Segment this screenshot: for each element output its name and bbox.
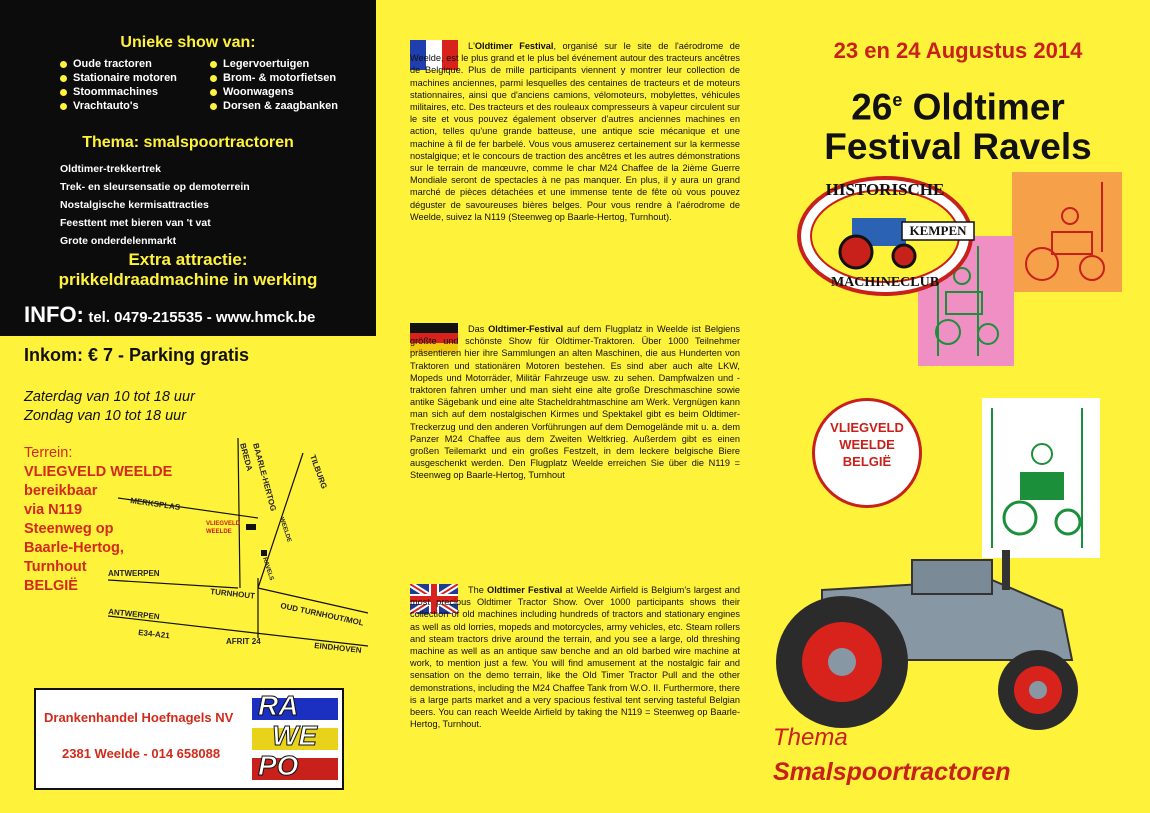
map-label: ANTWERPEN bbox=[108, 569, 160, 578]
map-label: ANTWERPEN bbox=[108, 607, 161, 622]
info-line bbox=[24, 302, 315, 328]
map-label: OUD TURNHOUT/MOL bbox=[279, 601, 365, 628]
extra-attraction-text: prikkeldraadmachine in werking bbox=[58, 270, 318, 289]
list-item: Stationaire motoren bbox=[60, 72, 210, 84]
terrain-line: bereikbaar bbox=[24, 483, 98, 499]
list-item: Woonwagens bbox=[210, 86, 360, 98]
list-item: Oude tractoren bbox=[60, 58, 210, 70]
extra-attraction-title: Extra attractie: bbox=[128, 250, 248, 269]
logo-text: WE bbox=[272, 720, 318, 751]
list-item: Oldtimer-trekkertrek bbox=[60, 163, 161, 175]
show-items-list bbox=[60, 58, 360, 112]
theme-items-list bbox=[60, 160, 250, 250]
bullet-icon bbox=[60, 75, 67, 82]
map-label: VLIEGVELD bbox=[206, 521, 241, 527]
sponsor-address: 2381 Weelde - 014 658088 bbox=[62, 746, 221, 761]
tractor-icon bbox=[1012, 172, 1122, 292]
list-item: Feesttent met bieren van 't vat bbox=[60, 217, 211, 229]
bullet-icon bbox=[210, 75, 217, 82]
terrain-line: Steenweg op bbox=[24, 521, 114, 537]
list-item: Nostalgische kermisattracties bbox=[60, 199, 209, 211]
bullet-icon bbox=[210, 103, 217, 110]
entry-price: Inkom: € 7 - Parking gratis bbox=[24, 345, 250, 365]
terrain-line: Turnhout bbox=[24, 559, 87, 575]
event-title bbox=[780, 80, 1136, 167]
terrain-line: via N119 bbox=[24, 502, 83, 518]
club-logo bbox=[794, 170, 976, 300]
german-text: Das Oldtimer-Festival auf dem Flugplatz in Weelde ist Belgiens größte und schönste Show für Oldtimer-Traktoren. Über 1000 Teilnehmer präsentieren hier ihre Sammlungen an alten Maschinen, die aus Hunderten von Traktoren und stationären Motoren bestehen. Es sind aber auch alte LKW, Mopeds und Motorräder, Militär Fahrzeuge usw. zu sehen. Dampfwalzen und -traktoren fahren umher und man sieht eine alte große Dreschmaschine sowie antike Sägebank und eine alte Stacheldrahtmaschine am Werk. Vergnügen kann man sich auf dem nostalgischen Kirmes und Spektakel gibt es beim Oldtimer-Treckerzug und den anderen Vorführungen auf dem Demogelände mit u. a. dem Panzer M24 Chaffee aus dem Zweiten Weltkrieg. Außerdem gibt es einen großen Teilemarkt und ein großes Festzelt, in dem leckere belgische Biere ausgeschenkt werden. Den Flugplatz Weelde erreichen Sie über die N119 = Steenweg op Baarle-Hertog, Turnhout bbox=[410, 324, 740, 481]
bullet-icon bbox=[210, 89, 217, 96]
theme-title: Thema: smalspoortractoren bbox=[82, 134, 294, 151]
tractor-tile-orange bbox=[1012, 172, 1122, 292]
tractor-illustration bbox=[762, 540, 1122, 735]
list-item: Grote onderdelenmarkt bbox=[60, 235, 177, 247]
list-item: Legervoertuigen bbox=[210, 58, 360, 70]
club-logo-text: HISTORISCHE bbox=[825, 180, 945, 199]
map-label: E34-A21 bbox=[137, 628, 171, 641]
map-label: MERKSPLAS bbox=[129, 496, 181, 512]
thema-label: Thema bbox=[773, 724, 848, 751]
badge-line: VLIEGVELD bbox=[830, 420, 904, 435]
list-item: Dorsen & zaagbanken bbox=[210, 100, 360, 112]
map-label: WEELDE bbox=[278, 516, 292, 544]
bullet-icon bbox=[60, 89, 67, 96]
rawepo-logo bbox=[252, 690, 338, 782]
hours-saturday: Zaterdag van 10 tot 18 uur bbox=[24, 389, 195, 405]
terrain-line: BELGIË bbox=[24, 578, 78, 594]
map-label: EINDHOVEN bbox=[313, 641, 363, 655]
route-map bbox=[108, 438, 378, 658]
list-item: Brom- & motorfietsen bbox=[210, 72, 360, 84]
hours-sunday: Zondag van 10 tot 18 uur bbox=[24, 408, 187, 424]
list-item: Vrachtauto's bbox=[60, 100, 210, 112]
title-line1: Oldtimer bbox=[902, 86, 1065, 128]
bullet-icon bbox=[60, 61, 67, 68]
opening-hours bbox=[24, 388, 195, 426]
thema-value: Smalspoortractoren bbox=[773, 758, 1011, 786]
location-badge bbox=[812, 398, 922, 508]
map-label: AFRIT 24 bbox=[226, 637, 261, 646]
terrain-line: Baarle-Hertog, bbox=[24, 540, 124, 556]
ravels-marker bbox=[261, 550, 267, 556]
edition-suffix: e bbox=[892, 90, 903, 110]
bullet-icon bbox=[210, 61, 217, 68]
map-label: BAARLE-HERTOG bbox=[251, 442, 278, 513]
bullet-icon bbox=[60, 103, 67, 110]
english-text: The Oldtimer Festival at Weelde Airfield is Belgium's largest and most precious Oldtimer Tractor Show. Over 1000 participants shows their collection of old machines including hundreds of tractors and stationary engines as well as old lorries, mopeds and motorcycles, army vehicles, etc. Steam rollers and steam tractors drive around the terrain, and you see a large, old threshing machine as well as an antique saw benche and an old barbed wire machine at work, to mention just a few. You will find amusement at the nostalgic fair and sensation on the demo terrain, like the Old Timer Tractor Pull and the other demonstrations, including the M24 Chaffee Tank from W.O. II. Furthermore, there is a large parts market and a very spacious festival tent serving tasteful Belgian beers. You can reach Weelde Airfield by taking the N119 = Steenweg op Baarle-Hertog, Turnhout. bbox=[410, 585, 741, 730]
club-logo-text: KEMPEN bbox=[909, 223, 967, 238]
badge-line: WEELDE bbox=[839, 437, 895, 452]
logo-text: PO bbox=[258, 750, 299, 781]
logo-text: RA bbox=[258, 690, 299, 721]
tractor-icon bbox=[982, 398, 1100, 558]
list-item: Trek- en sleursensatie op demoterrein bbox=[60, 181, 250, 193]
title-line2: Festival Ravels bbox=[824, 126, 1092, 168]
list-item: Stoommachines bbox=[60, 86, 210, 98]
tractor-tile-green bbox=[982, 398, 1100, 558]
terrain-line: VLIEGVELD WEELDE bbox=[24, 464, 173, 480]
map-label: TILBURG bbox=[308, 453, 329, 491]
badge-line: BELGIË bbox=[842, 454, 892, 469]
map-label: RAVELS bbox=[261, 556, 275, 582]
french-text: L'Oldtimer Festival, organisé sur le site de l'aérodrome de Weelde, est le plus grand et le plus bel événement autour des tracteurs ancêtres de Belgique. Plus de mille participants viennent y montrer leur collection de machines anciennes, parmi lesquelles des centaines de tracteurs et de moteurs stationnaires, ainsi que d'anciens camions, vélomoteurs, mobylettes, véhicules militaires, etc. Des tracteurs et des rouleaux compresseurs à vapeur circulent sur le site et vous pouvez également observer d'autres anciennes machines en action, telles qu'une grande batteuse, une antique scie mécanique et une machine à fil de fer barbelé. Vous vous amuserez certainement sur la kermesse nostalgique; et le concours de traction des ancêtres et les autres démonstrations sur le terrain de manœuvre, comme le char M24 Chaffee de la 2ième Guerre Mondiale seront de spectacles à ne pas manquer. En plus, il y aura un grand marché de pièces détachées et une immense tente de fête où vous pouvez déguster de savoureuses bières belges. Pour vous rendre à l'aérodrome de Weelde, suivez la N119 (Steenweg op Baarle-Hertog, Turnhout). bbox=[410, 41, 741, 222]
map-label: BREDA bbox=[238, 442, 255, 473]
map-label: TURNHOUT bbox=[209, 587, 256, 601]
terrain-label: Terrein: bbox=[24, 445, 73, 461]
info-label: INFO: bbox=[24, 302, 84, 327]
event-date: 23 en 24 Augustus 2014 bbox=[833, 38, 1083, 63]
club-logo-text: MACHINECLUB bbox=[830, 275, 940, 290]
show-title: Unieke show van: bbox=[120, 34, 256, 51]
sponsor-ad bbox=[34, 688, 344, 790]
show-info-panel bbox=[0, 0, 376, 336]
edition-number: 26 bbox=[851, 86, 893, 128]
map-label: WEELDE bbox=[206, 529, 232, 535]
sponsor-name: Drankenhandel Hoefnagels NV bbox=[44, 710, 234, 725]
info-contact: tel. 0479-215535 - www.hmck.be bbox=[88, 309, 316, 326]
airfield-marker bbox=[246, 524, 256, 530]
